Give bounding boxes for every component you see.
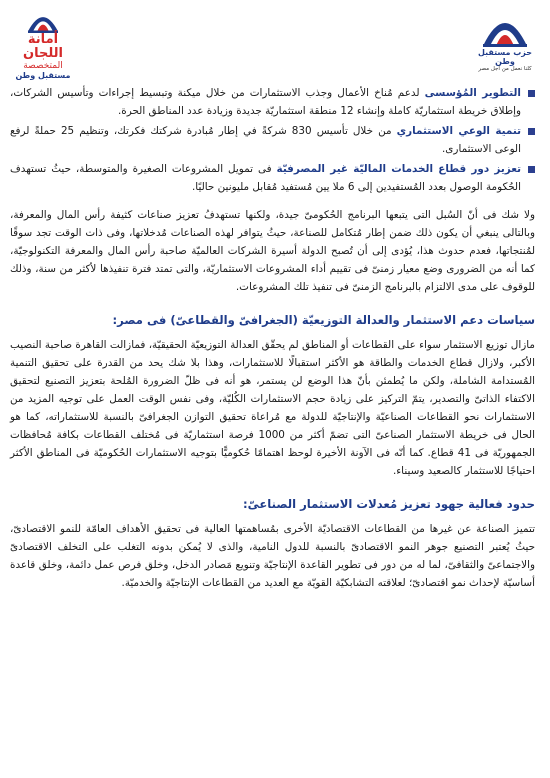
party-logo: [470, 8, 540, 80]
bullet-lead: التطوير المُؤسسى: [424, 87, 521, 99]
party-logo-caption: حزب مستقبل وطن: [477, 48, 533, 66]
bullet-text: فى تمويل المشروعات الصغيرة والمتوسطة، حيثُ تستهدف الحُكومة الوصول بعدد المُستفيدين إلى 6 ملا يين مُستفيد مُقابل مليونين حاليًا.: [10, 163, 521, 193]
bullet-item: [10, 84, 535, 120]
section-heading: حدود فعالية جهود تعزيز مُعدلات الاستثمار الصناعىّ:: [242, 497, 535, 511]
paragraph: مازال توزيع الاستثمار سواء على القطاعات أو المناطق لم يحقّق العدالة التوزيعيّة الحقيقيّة، فمازالت القاهرة صاحبة النصيب الأكبر، ولازال قطاع الخدمات والطاقة هو الأكثر استقبالًا للاستثمارات، وهذا بلا شك يحد من القدرة على تحقيق التنمية المُستدامة الشاملة، ولكن ما يُطمئن بأنّ هذا الوضع لن يستمر، هو أنه فى ظلّ الضرورة المُلحة بتعزيز التصنيع لتحقيق الاكتفاء الذاتىّ والتصدير، يتمّ التركيز على زيادة حجم الاستثمارات الكُليّة، وفى نفس الوقت العمل على توجيه المزيد من الاستثمارات نحو القطاعات الصناعيّة والإنتاجيّة للدولة مع مُراعاة تحقيق التوازن الجغرافىّ بالنسبة للاستثماراته، كما هو الحال فى خريطة الاستثمار الصناعىّ التى تضمّ أكثر من 1000 فرصة استثماريّة فى مُختلف القطاعات بكافة مُحافظات الجمهوريّة فى 41 قطاع. كما أنّه فى الآونة الأخيرة لوحظ اهتمامًا حُكوميًّا بتوجيه الاستثمارات الحُكوميّة فى المناطق الأكثر احتياجًا للاستثمار كالصعيد وسيناء.: [10, 339, 535, 477]
committees-logo: [8, 8, 78, 80]
paragraph: تتميز الصناعة عن غيرها من القطاعات الاقتصاديّة الأخرى بمُساهمتها العالية فى تحقيق الأهداف العامّة للنمو الاقتصادىّ، حيثُ يُعتبر التصنيع جوهر النمو الاقتصادىّ بالنسبة للدول النامية، والذى لا يُمكن بدونه التغلب على التخلف الاقتصادىّ والاجتماعىّ والثقافىّ، لما له من دور فى تطوير القاعدة الإنتاجيّة وتنويع مَصادر الدخل، وخلق فرص عمل دائمة، وخلق قاعدة أساسيّة لإحداث نمو اقتصادىّ؛ لعلاقته التشابكيّة القويّة مع العديد من القطاعات الإنتاجيّة والخدميّة.: [10, 523, 535, 589]
square-bullet-icon: [528, 166, 535, 173]
bullet-lead: تنمية الوعي الاستثماري: [396, 125, 521, 137]
party-emblem-icon: [21, 8, 65, 33]
party-logo-tagline: كلنا نعمل من أجل مصر: [478, 66, 532, 72]
bullet-item: [10, 122, 535, 158]
bullet-text: لدعم مُناخ الأعمال وجذب الاستثمارات من خلال ميكنة وتبسيط إجراءات وتأسيس الشركات، وإطلاق خريطة استثماريّة كاملة وإنشاء 12 منطقة استثماريّة جديدة وزيادة عدد المناطق الحرة.: [10, 87, 521, 117]
committees-logo-line2: المتخصصة: [23, 61, 63, 71]
square-bullet-icon: [528, 128, 535, 135]
bullet-text: من خلال تأسيس 830 شركةً في إطار مُبادرة شركتك فكرتك، وتنظيم 25 حملةً لرفع الوعى الاستثمارى.: [10, 125, 521, 155]
page-header: [0, 0, 550, 82]
committees-logo-caption: مستقبل وطن: [15, 71, 71, 80]
committees-logo-line1: أمانة اللجان: [23, 32, 63, 61]
bullet-list: [10, 84, 535, 196]
bullet-lead: تعزيز دور قطاع الخدمات الماليّة غير المصرفيّة: [276, 163, 521, 175]
section-heading: سياسات دعم الاستثمار والعدالة التوزيعيّة (الجغرافىّ والقطاعىّ) فى مصر:: [112, 313, 535, 327]
paragraph: ولا شك فى أنّ السُبل التى يتبعها البرنامج الحُكومىّ جيدة، ولكنها تستهدفُ تعزيز صناعات كثيفة رأس المال والمعرفة، وبالتالى ينبغي أن يكون ذلك ضمن إطار مُتكامل للصناعة، حيثُ يتوافر لهذه الصناعات مُدخلاتها، وفى ذات الوقت تجد سوقًا لمُنتجاتها، فعدم حدوث هذا، يُؤدى إلى أن تُصبح الدولة أسيرة الشركات العالميّة صاحبة رأس المال والمعرفة التكنولوجيّة، كما أنه من الضرورى وضع معيار زمنىّ فى تقييم أداء المشروعات الاستثماريّة، والتى تمتد فترة تنفيذها لأكثر من سنة، وذلك للوقوف على مدى الالتزام بالبرنامج الزمنىّ فى تنفيذ تلك المشروعات.: [10, 209, 535, 293]
party-emblem-icon: [479, 8, 531, 48]
square-bullet-icon: [528, 90, 535, 97]
document-body: [10, 84, 535, 592]
bullet-item: [10, 160, 535, 196]
